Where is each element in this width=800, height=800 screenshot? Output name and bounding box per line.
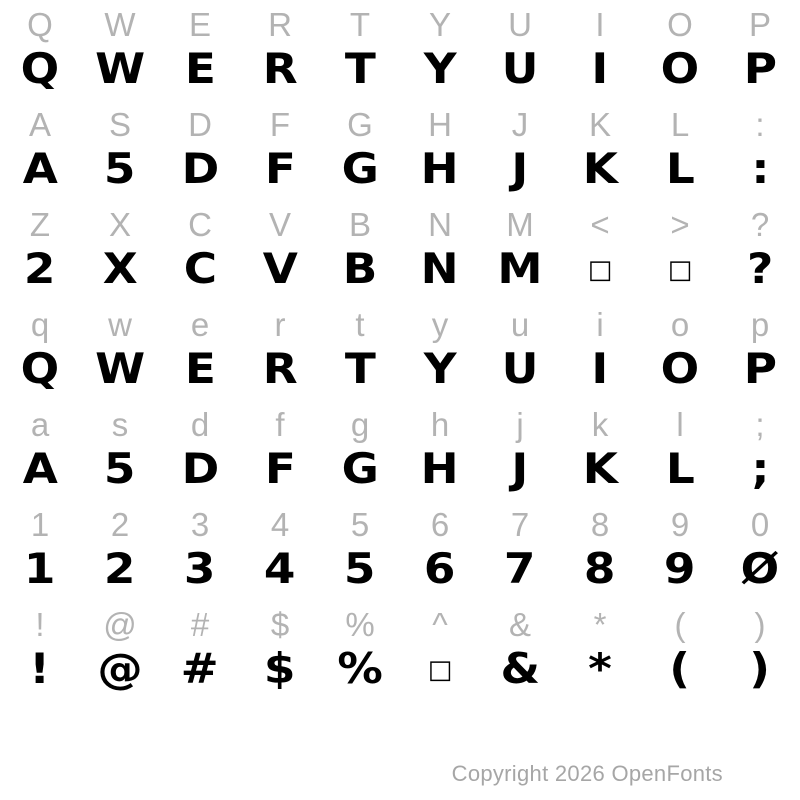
key-label: h (430, 405, 450, 443)
glyph-char: P (743, 344, 777, 393)
glyph-cell (320, 100, 400, 204)
glyph-char: 8 (584, 544, 616, 593)
glyph-cell (640, 100, 720, 204)
glyph-cell (720, 600, 800, 704)
rendered-glyph (499, 244, 541, 304)
glyph-cell (0, 600, 80, 704)
key-label: B (348, 205, 371, 243)
key-label: T (349, 5, 371, 43)
glyph-char: O (660, 344, 700, 393)
specimen-row (0, 300, 800, 400)
glyph-char: N (421, 244, 459, 293)
key-label: q (30, 305, 50, 343)
key-label: X (108, 205, 131, 243)
glyph-cell (720, 300, 800, 404)
key-label: I (595, 5, 605, 43)
rendered-glyph (745, 344, 776, 404)
glyph-cell (240, 100, 320, 204)
glyph-cell (640, 600, 720, 704)
key-label: g (350, 405, 370, 443)
rendered-glyph (339, 644, 381, 704)
glyph-cell (720, 400, 800, 504)
key-label: f (275, 405, 285, 443)
key-label: < (590, 205, 610, 243)
glyph-cell (0, 500, 80, 604)
key-label: K (588, 105, 611, 143)
glyph-cell (0, 100, 80, 204)
glyph-cell (80, 400, 160, 504)
glyph-cell (720, 500, 800, 604)
key-label: 3 (190, 505, 210, 543)
key-label: ! (35, 605, 45, 643)
glyph-cell (720, 200, 800, 304)
rendered-glyph (105, 444, 134, 504)
glyph-cell (160, 300, 240, 404)
key-label: C (188, 205, 212, 243)
rendered-glyph (589, 644, 611, 704)
glyph-char: L (665, 444, 695, 493)
rendered-glyph (264, 344, 296, 404)
glyph-char: K (582, 144, 618, 193)
rendered-glyph (25, 244, 54, 304)
key-label: u (510, 305, 530, 343)
glyph-cell (240, 500, 320, 604)
glyph-cell (480, 400, 560, 504)
glyph-char: & (500, 644, 540, 693)
glyph-cell (560, 0, 640, 104)
key-label: Y (428, 5, 451, 43)
glyph-cell (240, 400, 320, 504)
glyph-char: T (344, 44, 376, 93)
glyph-char: Y (423, 44, 457, 93)
glyph-cell (480, 100, 560, 204)
rendered-glyph (180, 644, 220, 704)
glyph-char: ) (749, 644, 771, 693)
key-label: F (269, 105, 291, 143)
rendered-glyph (343, 444, 377, 504)
rendered-glyph (752, 144, 769, 204)
glyph-cell (240, 600, 320, 704)
rendered-glyph (99, 644, 141, 704)
copyright-text: Copyright 2026 OpenFonts (451, 761, 723, 786)
key-label: * (593, 605, 607, 643)
glyph-char: I (591, 344, 609, 393)
glyph-char: H (421, 144, 459, 193)
key-label: l (676, 405, 684, 443)
key-label: A (28, 105, 51, 143)
glyph-cell (80, 600, 160, 704)
rendered-glyph (344, 244, 376, 304)
missing-glyph-box: □ (667, 255, 693, 285)
rendered-glyph (346, 344, 375, 404)
glyph-cell (560, 500, 640, 604)
key-label: U (508, 5, 532, 43)
rendered-glyph (422, 244, 457, 304)
rendered-glyph (512, 144, 528, 204)
rendered-glyph (264, 244, 297, 304)
key-label: P (748, 5, 771, 43)
glyph-cell (480, 200, 560, 304)
glyph-char: U (501, 44, 539, 93)
rendered-glyph (346, 44, 375, 104)
glyph-char: O (660, 44, 700, 93)
rendered-glyph (748, 244, 772, 304)
glyph-char: J (511, 444, 529, 493)
glyph-char: ! (29, 644, 51, 693)
glyph-char: J (511, 144, 529, 193)
glyph-cell (160, 500, 240, 604)
glyph-char: Q (20, 344, 60, 393)
key-label: O (667, 5, 693, 43)
rendered-glyph (22, 344, 58, 404)
key-label: Z (29, 205, 51, 243)
rendered-glyph (667, 144, 694, 204)
glyph-cell (240, 200, 320, 304)
key-label: 9 (670, 505, 690, 543)
glyph-char: R (262, 44, 298, 93)
key-label: H (428, 105, 452, 143)
rendered-glyph (425, 544, 454, 604)
key-label: 5 (350, 505, 370, 543)
glyph-char: K (582, 444, 618, 493)
glyph-char: G (341, 444, 379, 493)
key-label: ; (755, 405, 765, 443)
rendered-glyph (266, 144, 295, 204)
key-label: t (355, 305, 365, 343)
glyph-char: X (102, 244, 138, 293)
glyph-cell (480, 0, 560, 104)
rendered-glyph (752, 444, 769, 504)
glyph-cell (0, 0, 80, 104)
glyph-cell (720, 100, 800, 204)
rendered-glyph (750, 644, 769, 704)
rendered-glyph (94, 344, 146, 404)
glyph-char: % (337, 644, 383, 693)
rendered-glyph (425, 344, 455, 404)
key-label: L (670, 105, 690, 143)
rendered-glyph (662, 44, 698, 104)
rendered-glyph (186, 344, 215, 404)
specimen-row (0, 0, 800, 100)
rendered-glyph (345, 544, 374, 604)
rendered-glyph (668, 244, 693, 304)
specimen-row (0, 400, 800, 500)
glyph-char: 7 (504, 544, 536, 593)
glyph-char: U (501, 344, 539, 393)
key-label: G (347, 105, 373, 143)
key-label: $ (270, 605, 290, 643)
rendered-glyph (670, 644, 689, 704)
glyph-char: 9 (664, 544, 696, 593)
rendered-glyph (584, 144, 617, 204)
key-label: r (274, 305, 286, 343)
glyph-char: 1 (24, 544, 56, 593)
key-label: J (511, 105, 529, 143)
rendered-glyph (592, 44, 608, 104)
rendered-glyph (22, 44, 58, 104)
key-label: & (508, 605, 531, 643)
glyph-cell (240, 0, 320, 104)
glyph-cell (320, 200, 400, 304)
glyph-char: Y (423, 344, 457, 393)
rendered-glyph (584, 444, 617, 504)
rendered-glyph (665, 544, 694, 604)
glyph-cell (400, 500, 480, 604)
key-label: 7 (510, 505, 530, 543)
glyph-cell (640, 500, 720, 604)
rendered-glyph (105, 544, 134, 604)
rendered-glyph (264, 44, 296, 104)
key-label: ( (674, 605, 686, 643)
rendered-glyph (585, 544, 614, 604)
glyph-cell (80, 200, 160, 304)
glyph-cell (80, 0, 160, 104)
key-label: W (104, 5, 136, 43)
glyph-cell (80, 500, 160, 604)
glyph-char: 5 (344, 544, 376, 593)
key-label: @ (103, 605, 137, 643)
glyph-cell (560, 600, 640, 704)
glyph-cell (160, 200, 240, 304)
glyph-char: W (94, 344, 146, 393)
rendered-glyph (186, 44, 215, 104)
rendered-glyph (185, 244, 216, 304)
key-label: j (516, 405, 524, 443)
glyph-char: P (743, 44, 777, 93)
key-label: o (670, 305, 690, 343)
glyph-char: G (341, 144, 379, 193)
key-label: i (596, 305, 604, 343)
key-label: e (190, 305, 210, 343)
glyph-cell (80, 100, 160, 204)
key-label: E (188, 5, 211, 43)
rendered-glyph (502, 644, 539, 704)
key-label: 6 (430, 505, 450, 543)
glyph-char: # (180, 644, 220, 693)
rendered-glyph (30, 644, 49, 704)
glyph-char: Ø (740, 544, 780, 593)
glyph-char: F (264, 144, 296, 193)
glyph-char: H (421, 444, 459, 493)
key-label: S (108, 105, 131, 143)
glyph-cell (320, 500, 400, 604)
glyph-cell (320, 400, 400, 504)
glyph-cell (80, 300, 160, 404)
glyph-char: @ (97, 644, 143, 693)
glyph-cell (160, 600, 240, 704)
glyph-cell (720, 0, 800, 104)
glyph-cell (320, 0, 400, 104)
glyph-cell (560, 100, 640, 204)
glyph-char: M (497, 244, 543, 293)
specimen-row (0, 500, 800, 600)
glyph-cell (400, 400, 480, 504)
glyph-char: 3 (184, 544, 216, 593)
glyph-char: * (588, 644, 612, 693)
key-label: p (750, 305, 770, 343)
glyph-char: 2 (104, 544, 136, 593)
key-label: : (755, 105, 765, 143)
rendered-glyph (185, 544, 214, 604)
rendered-glyph (662, 344, 698, 404)
key-label: ? (750, 205, 770, 243)
glyph-char: $ (264, 644, 296, 693)
rendered-glyph (592, 344, 608, 404)
rendered-glyph (183, 144, 218, 204)
glyph-char: 5 (104, 444, 136, 493)
glyph-cell (640, 0, 720, 104)
key-label: k (591, 405, 609, 443)
specimen-row (0, 600, 800, 700)
glyph-char: A (22, 144, 58, 193)
rendered-glyph (512, 444, 528, 504)
glyph-cell (400, 100, 480, 204)
rendered-glyph (25, 544, 54, 604)
glyph-char: L (665, 144, 695, 193)
key-label: ) (754, 605, 766, 643)
glyph-cell (560, 200, 640, 304)
key-label: R (268, 5, 292, 43)
glyph-cell (160, 400, 240, 504)
rendered-glyph (104, 244, 136, 304)
key-label: 8 (590, 505, 610, 543)
glyph-char: F (264, 444, 296, 493)
rendered-glyph (422, 144, 457, 204)
glyph-cell (560, 400, 640, 504)
rendered-glyph (667, 444, 694, 504)
glyph-cell (480, 300, 560, 404)
glyph-char: ( (669, 644, 691, 693)
glyph-cell (400, 0, 480, 104)
glyph-char: B (342, 244, 378, 293)
specimen-row (0, 200, 800, 300)
glyph-cell (560, 300, 640, 404)
glyph-char: 6 (424, 544, 456, 593)
key-label: M (506, 205, 534, 243)
glyph-char: W (94, 44, 146, 93)
key-label: ^ (432, 605, 448, 643)
key-label: V (268, 205, 291, 243)
key-label: 1 (30, 505, 50, 543)
rendered-glyph (265, 544, 294, 604)
glyph-cell (400, 600, 480, 704)
glyph-cell (0, 300, 80, 404)
rendered-glyph (428, 644, 453, 704)
glyph-char: D (181, 144, 219, 193)
rendered-glyph (425, 44, 455, 104)
key-label: w (108, 305, 132, 343)
glyph-char: C (183, 244, 217, 293)
key-label: s (111, 405, 129, 443)
glyph-cell (640, 200, 720, 304)
key-label: N (428, 205, 452, 243)
glyph-cell (0, 200, 80, 304)
missing-glyph-box: □ (587, 255, 613, 285)
key-label: 0 (750, 505, 770, 543)
rendered-glyph (24, 444, 57, 504)
glyph-cell (320, 600, 400, 704)
key-label: y (431, 305, 449, 343)
glyph-char: V (262, 244, 298, 293)
key-label: > (670, 205, 690, 243)
rendered-glyph (105, 144, 134, 204)
glyph-char: 4 (264, 544, 296, 593)
rendered-glyph (745, 44, 776, 104)
key-label: 2 (110, 505, 130, 543)
glyph-char: Q (20, 44, 60, 93)
rendered-glyph (94, 44, 146, 104)
rendered-glyph (505, 544, 534, 604)
specimen-row (0, 100, 800, 200)
glyph-char: 5 (104, 144, 136, 193)
key-label: 4 (270, 505, 290, 543)
rendered-glyph (742, 544, 778, 604)
rendered-glyph (503, 44, 537, 104)
missing-glyph-box: □ (427, 655, 453, 685)
rendered-glyph (183, 444, 218, 504)
key-label: Q (27, 5, 53, 43)
glyph-char: E (184, 44, 216, 93)
rendered-glyph (265, 644, 294, 704)
glyph-char: R (262, 344, 298, 393)
glyph-cell (160, 100, 240, 204)
glyph-char: E (184, 344, 216, 393)
glyph-char: : (750, 144, 770, 193)
rendered-glyph (343, 144, 377, 204)
glyph-cell (400, 300, 480, 404)
key-label: # (190, 605, 210, 643)
glyph-char: D (181, 444, 219, 493)
glyph-cell (640, 300, 720, 404)
rendered-glyph (266, 444, 295, 504)
key-label: d (190, 405, 210, 443)
glyph-cell (0, 400, 80, 504)
key-label: a (30, 405, 50, 443)
glyph-cell (320, 300, 400, 404)
rendered-glyph (588, 244, 613, 304)
rendered-glyph (24, 144, 57, 204)
glyph-cell (240, 300, 320, 404)
glyph-cell (160, 0, 240, 104)
rendered-glyph (422, 444, 457, 504)
key-label: % (345, 605, 375, 643)
glyph-char: ; (750, 444, 770, 493)
rendered-glyph (503, 344, 537, 404)
key-label: D (188, 105, 212, 143)
glyph-char: T (344, 344, 376, 393)
glyph-char: 2 (24, 244, 56, 293)
glyph-char: ? (746, 244, 774, 293)
glyph-char: I (591, 44, 609, 93)
glyph-cell (480, 500, 560, 604)
glyph-cell (400, 200, 480, 304)
glyph-cell (640, 400, 720, 504)
glyph-cell (480, 600, 560, 704)
glyph-char: A (22, 444, 58, 493)
